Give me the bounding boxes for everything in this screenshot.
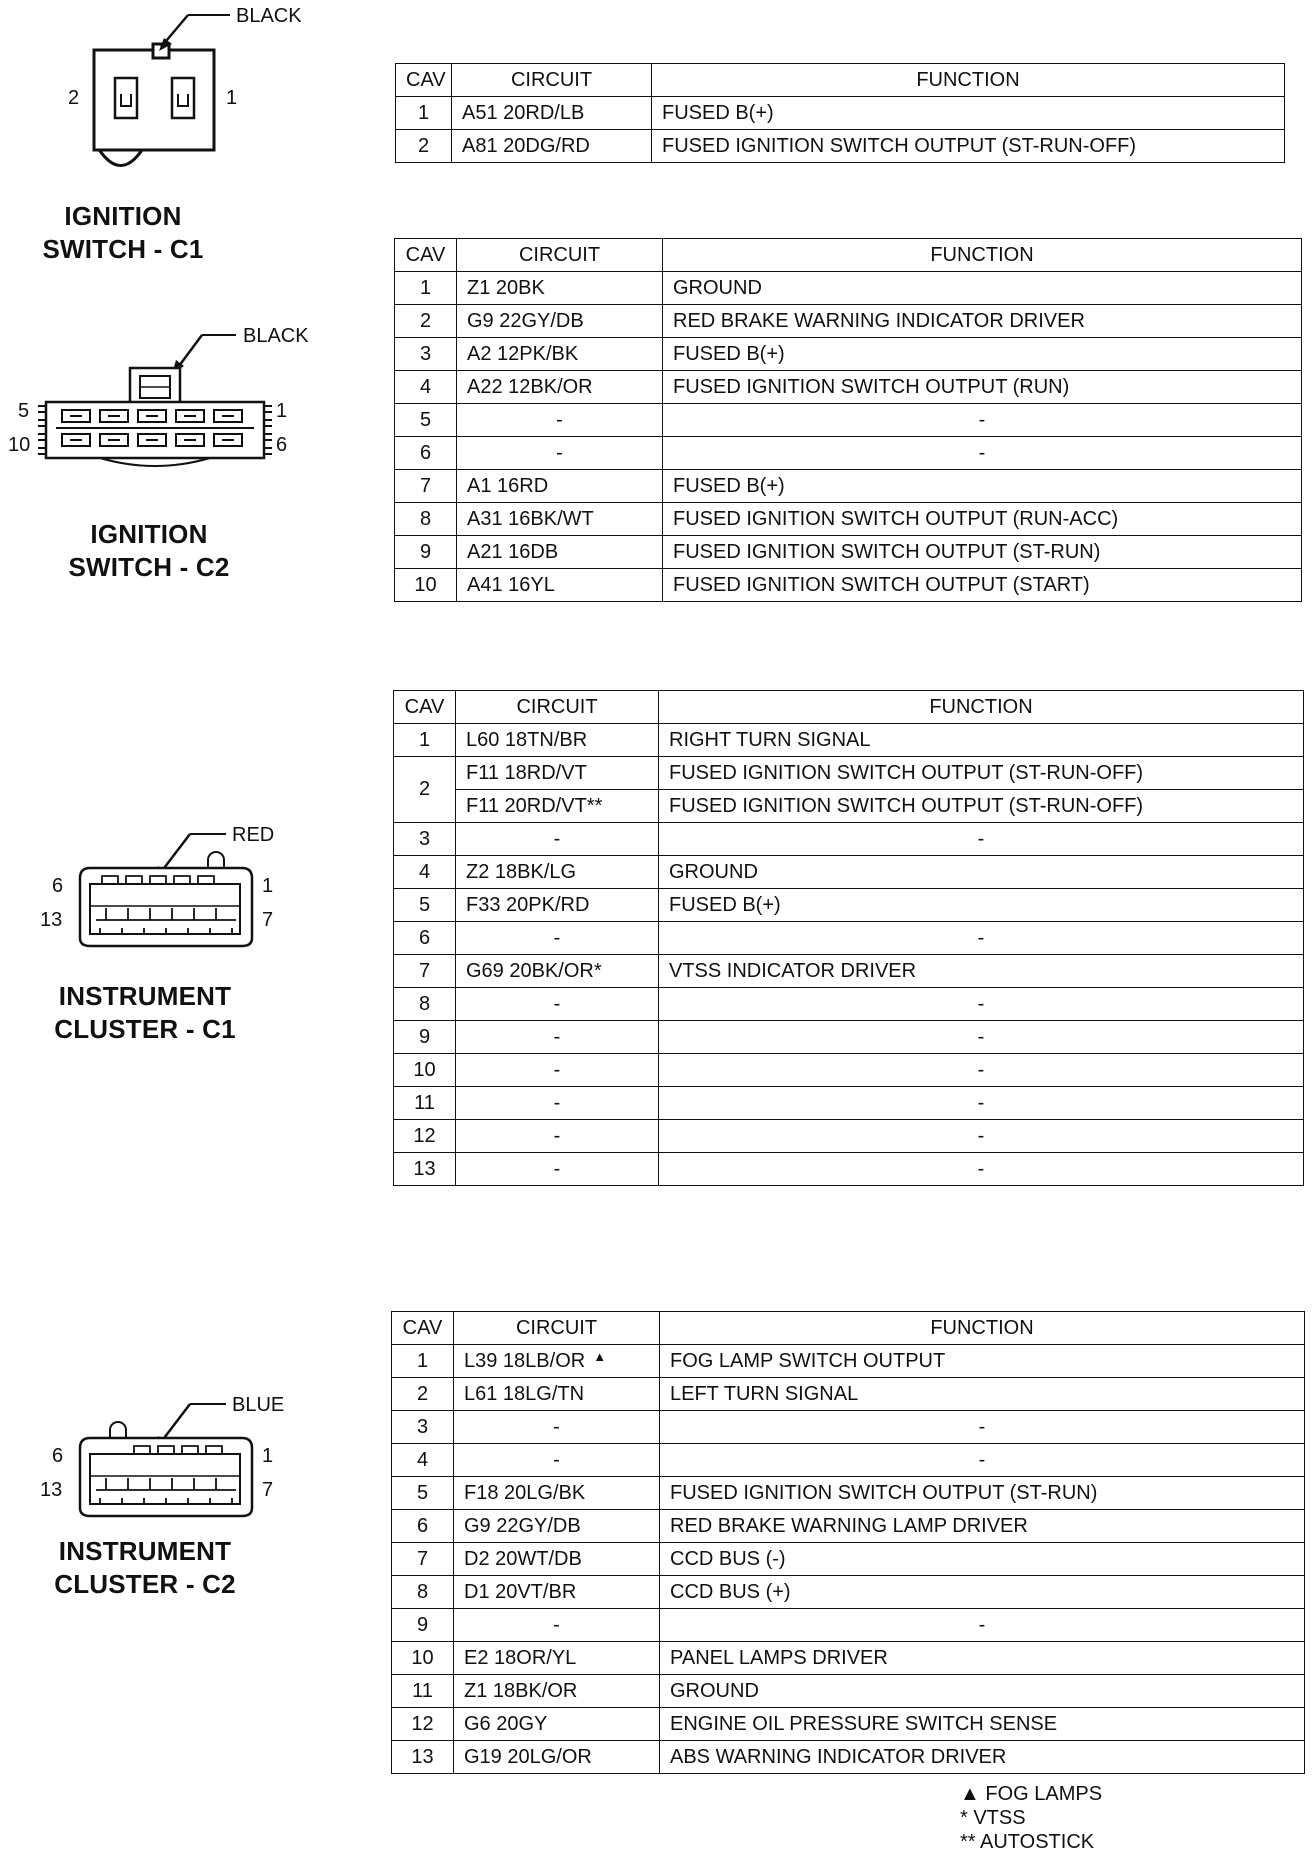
table-row	[392, 1609, 1305, 1642]
cav-cell: 6	[394, 922, 456, 955]
connector-color-label: RED	[232, 824, 275, 846]
ignition-switch-c2-connector-diagram	[0, 310, 320, 480]
table-row	[392, 1642, 1305, 1675]
cav-cell: 13	[394, 1153, 456, 1186]
function-cell: -	[663, 404, 1302, 437]
function-cell: FUSED IGNITION SWITCH OUTPUT (ST-RUN-OFF)	[659, 790, 1304, 823]
function-cell: FUSED IGNITION SWITCH OUTPUT (ST-RUN-OFF)	[659, 757, 1304, 790]
cav-cell: 11	[394, 1087, 456, 1120]
circuit-cell: G9 22GY/DB	[454, 1510, 660, 1543]
function-cell: -	[660, 1411, 1305, 1444]
cav-cell: 6	[395, 437, 457, 470]
cav-cell: 10	[392, 1642, 454, 1675]
function-cell: GROUND	[660, 1675, 1305, 1708]
function-cell: FUSED IGNITION SWITCH OUTPUT (START)	[663, 569, 1302, 602]
cav-cell: 3	[394, 823, 456, 856]
circuit-cell: -	[457, 404, 663, 437]
pin-number-label: 13	[40, 1479, 63, 1501]
table-row	[394, 988, 1304, 1021]
pin-number-label: 10	[8, 434, 31, 456]
cav-cell: 4	[394, 856, 456, 889]
legend-item-vtss: * VTSS	[960, 1807, 1026, 1829]
col-header-circuit: CIRCUIT	[457, 239, 663, 272]
pin-number-label: 6	[52, 875, 64, 897]
circuit-cell: E2 18OR/YL	[454, 1642, 660, 1675]
circuit-cell: A2 12PK/BK	[457, 338, 663, 371]
table-header-row	[394, 691, 1304, 724]
col-header-function: FUNCTION	[663, 239, 1302, 272]
circuit-cell: L61 18LG/TN	[454, 1378, 660, 1411]
table-row	[392, 1675, 1305, 1708]
function-cell: FOG LAMP SWITCH OUTPUT	[660, 1345, 1305, 1378]
table-row	[395, 470, 1302, 503]
footnote-legend	[960, 1782, 1150, 1854]
function-cell: -	[659, 1021, 1304, 1054]
table-row	[395, 536, 1302, 569]
cav-cell: 9	[392, 1609, 454, 1642]
table-row	[394, 823, 1304, 856]
table-row	[392, 1510, 1305, 1543]
table-row	[396, 97, 1285, 130]
table-row	[392, 1708, 1305, 1741]
function-cell: -	[659, 823, 1304, 856]
cav-cell: 2	[392, 1378, 454, 1411]
cav-cell: 13	[392, 1741, 454, 1774]
pin-table-ignition-switch-c1	[395, 63, 1285, 163]
function-cell: ABS WARNING INDICATOR DRIVER	[660, 1741, 1305, 1774]
table-row	[395, 437, 1302, 470]
function-cell: FUSED IGNITION SWITCH OUTPUT (RUN)	[663, 371, 1302, 404]
col-header-cav: CAV	[396, 64, 452, 97]
legend-item-fog-lamps: ▲ FOG LAMPS	[960, 1783, 1103, 1805]
circuit-cell: -	[456, 988, 659, 1021]
table-row	[392, 1741, 1305, 1774]
table-row	[394, 1021, 1304, 1054]
function-cell: RED BRAKE WARNING INDICATOR DRIVER	[663, 305, 1302, 338]
table-row	[392, 1543, 1305, 1576]
circuit-cell: Z2 18BK/LG	[456, 856, 659, 889]
col-header-cav: CAV	[394, 691, 456, 724]
connector-title: INSTRUMENT CLUSTER - C2	[54, 1536, 236, 1599]
cav-cell: 5	[392, 1477, 454, 1510]
pin-table-ignition-switch-c2	[394, 238, 1302, 602]
col-header-cav: CAV	[392, 1312, 454, 1345]
table-header-row	[396, 64, 1285, 97]
circuit-cell: A22 12BK/OR	[457, 371, 663, 404]
function-cell: -	[659, 1087, 1304, 1120]
table-row	[394, 955, 1304, 988]
table-row	[395, 503, 1302, 536]
circuit-cell: F18 20LG/BK	[454, 1477, 660, 1510]
cav-cell: 5	[394, 889, 456, 922]
legend-item-autostick: ** AUTOSTICK	[960, 1831, 1095, 1853]
table-row	[395, 272, 1302, 305]
circuit-cell: -	[454, 1411, 660, 1444]
cav-cell: 1	[394, 724, 456, 757]
table-row	[394, 790, 1304, 823]
table-row	[392, 1444, 1305, 1477]
function-cell: -	[659, 1120, 1304, 1153]
col-header-circuit: CIRCUIT	[452, 64, 652, 97]
function-cell: -	[659, 1054, 1304, 1087]
cav-cell: 7	[394, 955, 456, 988]
cav-cell: 12	[392, 1708, 454, 1741]
table-row	[394, 1087, 1304, 1120]
function-cell: RED BRAKE WARNING LAMP DRIVER	[660, 1510, 1305, 1543]
cav-cell: 10	[395, 569, 457, 602]
circuit-cell: Z1 18BK/OR	[454, 1675, 660, 1708]
instrument-cluster-c2-connector-diagram	[30, 1380, 300, 1520]
fog-lamps-marker-icon: ▲	[593, 1349, 607, 1364]
table-row	[394, 1120, 1304, 1153]
circuit-cell: A21 16DB	[457, 536, 663, 569]
circuit-cell: A81 20DG/RD	[452, 130, 652, 163]
col-header-circuit: CIRCUIT	[454, 1312, 660, 1345]
function-cell: FUSED IGNITION SWITCH OUTPUT (ST-RUN-OFF)	[652, 130, 1285, 163]
connector-color-label: BLACK	[243, 325, 309, 347]
table-row	[395, 569, 1302, 602]
pin-number-label: 7	[262, 909, 274, 931]
connector-title: INSTRUMENT CLUSTER - C1	[54, 981, 236, 1044]
cav-cell: 2	[396, 130, 452, 163]
function-cell: CCD BUS (+)	[660, 1576, 1305, 1609]
cav-cell: 7	[392, 1543, 454, 1576]
circuit-cell: -	[456, 1120, 659, 1153]
table-row	[394, 724, 1304, 757]
table-row	[392, 1576, 1305, 1609]
table-row	[394, 922, 1304, 955]
circuit-cell: -	[456, 1153, 659, 1186]
connector-color-label: BLUE	[232, 1394, 285, 1416]
circuit-cell: -	[454, 1444, 660, 1477]
function-cell: -	[659, 1153, 1304, 1186]
table-row	[396, 130, 1285, 163]
table-row	[394, 856, 1304, 889]
function-cell: RIGHT TURN SIGNAL	[659, 724, 1304, 757]
table-row	[395, 404, 1302, 437]
cav-cell: 3	[392, 1411, 454, 1444]
circuit-cell: -	[456, 1087, 659, 1120]
circuit-cell: D1 20VT/BR	[454, 1576, 660, 1609]
pin-table-instrument-cluster-c1	[393, 690, 1304, 1186]
cav-cell: 12	[394, 1120, 456, 1153]
circuit-cell: F33 20PK/RD	[456, 889, 659, 922]
circuit-cell: F11 20RD/VT**	[456, 790, 659, 823]
circuit-cell: G19 20LG/OR	[454, 1741, 660, 1774]
cav-cell: 3	[395, 338, 457, 371]
function-cell: PANEL LAMPS DRIVER	[660, 1642, 1305, 1675]
cav-cell: 4	[395, 371, 457, 404]
circuit-cell: Z1 20BK	[457, 272, 663, 305]
table-header-row	[395, 239, 1302, 272]
table-row	[392, 1411, 1305, 1444]
pin-number-label: 6	[276, 434, 288, 456]
circuit-cell: A41 16YL	[457, 569, 663, 602]
circuit-cell: D2 20WT/DB	[454, 1543, 660, 1576]
function-cell: GROUND	[663, 272, 1302, 305]
cav-cell: 7	[395, 470, 457, 503]
col-header-cav: CAV	[395, 239, 457, 272]
circuit-cell: -	[454, 1609, 660, 1642]
circuit-cell: -	[457, 437, 663, 470]
function-cell: VTSS INDICATOR DRIVER	[659, 955, 1304, 988]
function-cell: FUSED B(+)	[663, 338, 1302, 371]
table-row	[392, 1345, 1305, 1378]
circuit-cell: -	[456, 1054, 659, 1087]
table-row	[394, 889, 1304, 922]
cav-cell: 1	[395, 272, 457, 305]
function-cell: -	[663, 437, 1302, 470]
circuit-cell: G9 22GY/DB	[457, 305, 663, 338]
pin-number-label: 2	[68, 87, 80, 109]
function-cell: FUSED IGNITION SWITCH OUTPUT (ST-RUN)	[660, 1477, 1305, 1510]
function-cell: GROUND	[659, 856, 1304, 889]
col-header-circuit: CIRCUIT	[456, 691, 659, 724]
function-cell: FUSED B(+)	[663, 470, 1302, 503]
circuit-cell: L60 18TN/BR	[456, 724, 659, 757]
circuit-cell: L39 18LB/OR ▲	[454, 1345, 660, 1378]
ignition-switch-c1-connector-diagram	[60, 0, 320, 200]
table-row	[395, 338, 1302, 371]
pin-number-label: 1	[276, 400, 288, 422]
circuit-cell: -	[456, 922, 659, 955]
circuit-cell: A31 16BK/WT	[457, 503, 663, 536]
function-cell: -	[660, 1444, 1305, 1477]
table-row	[392, 1477, 1305, 1510]
cav-cell: 1	[396, 97, 452, 130]
circuit-cell: A1 16RD	[457, 470, 663, 503]
cav-cell: 9	[394, 1021, 456, 1054]
cav-cell: 9	[395, 536, 457, 569]
pin-number-label: 13	[40, 909, 63, 931]
table-row	[394, 757, 1304, 790]
cav-cell: 1	[392, 1345, 454, 1378]
connector-title: IGNITION SWITCH - C2	[68, 519, 230, 582]
function-cell: -	[659, 988, 1304, 1021]
pin-table-instrument-cluster-c2	[391, 1311, 1305, 1774]
col-header-function: FUNCTION	[652, 64, 1285, 97]
function-cell: -	[659, 922, 1304, 955]
circuit-cell: F11 18RD/VT	[456, 757, 659, 790]
circuit-cell: A51 20RD/LB	[452, 97, 652, 130]
pin-number-label: 7	[262, 1479, 274, 1501]
cav-cell: 10	[394, 1054, 456, 1087]
circuit-cell: -	[456, 1021, 659, 1054]
circuit-cell: G6 20GY	[454, 1708, 660, 1741]
pin-number-label: 5	[18, 400, 30, 422]
function-cell: FUSED B(+)	[652, 97, 1285, 130]
table-header-row	[392, 1312, 1305, 1345]
connector-color-label: BLACK	[236, 5, 302, 27]
connector-title: IGNITION SWITCH - C1	[42, 201, 204, 264]
pin-number-label: 1	[262, 1445, 274, 1467]
instrument-cluster-c1-connector-diagram	[30, 810, 300, 950]
table-row	[394, 1153, 1304, 1186]
function-cell: -	[660, 1609, 1305, 1642]
cav-cell: 8	[395, 503, 457, 536]
col-header-function: FUNCTION	[659, 691, 1304, 724]
cav-cell: 2	[395, 305, 457, 338]
function-cell: LEFT TURN SIGNAL	[660, 1378, 1305, 1411]
cav-cell: 8	[392, 1576, 454, 1609]
function-cell: FUSED IGNITION SWITCH OUTPUT (RUN-ACC)	[663, 503, 1302, 536]
table-row	[395, 305, 1302, 338]
cav-cell: 4	[392, 1444, 454, 1477]
table-row	[392, 1378, 1305, 1411]
cav-cell: 2	[394, 757, 456, 823]
table-row	[394, 1054, 1304, 1087]
table-row	[395, 371, 1302, 404]
circuit-cell: -	[456, 823, 659, 856]
pin-number-label: 6	[52, 1445, 64, 1467]
cav-cell: 5	[395, 404, 457, 437]
cav-cell: 11	[392, 1675, 454, 1708]
pin-number-label: 1	[262, 875, 274, 897]
function-cell: ENGINE OIL PRESSURE SWITCH SENSE	[660, 1708, 1305, 1741]
function-cell: CCD BUS (-)	[660, 1543, 1305, 1576]
function-cell: FUSED IGNITION SWITCH OUTPUT (ST-RUN)	[663, 536, 1302, 569]
cav-cell: 8	[394, 988, 456, 1021]
col-header-function: FUNCTION	[660, 1312, 1305, 1345]
cav-cell: 6	[392, 1510, 454, 1543]
circuit-cell: G69 20BK/OR*	[456, 955, 659, 988]
function-cell: FUSED B(+)	[659, 889, 1304, 922]
pin-number-label: 1	[226, 87, 238, 109]
